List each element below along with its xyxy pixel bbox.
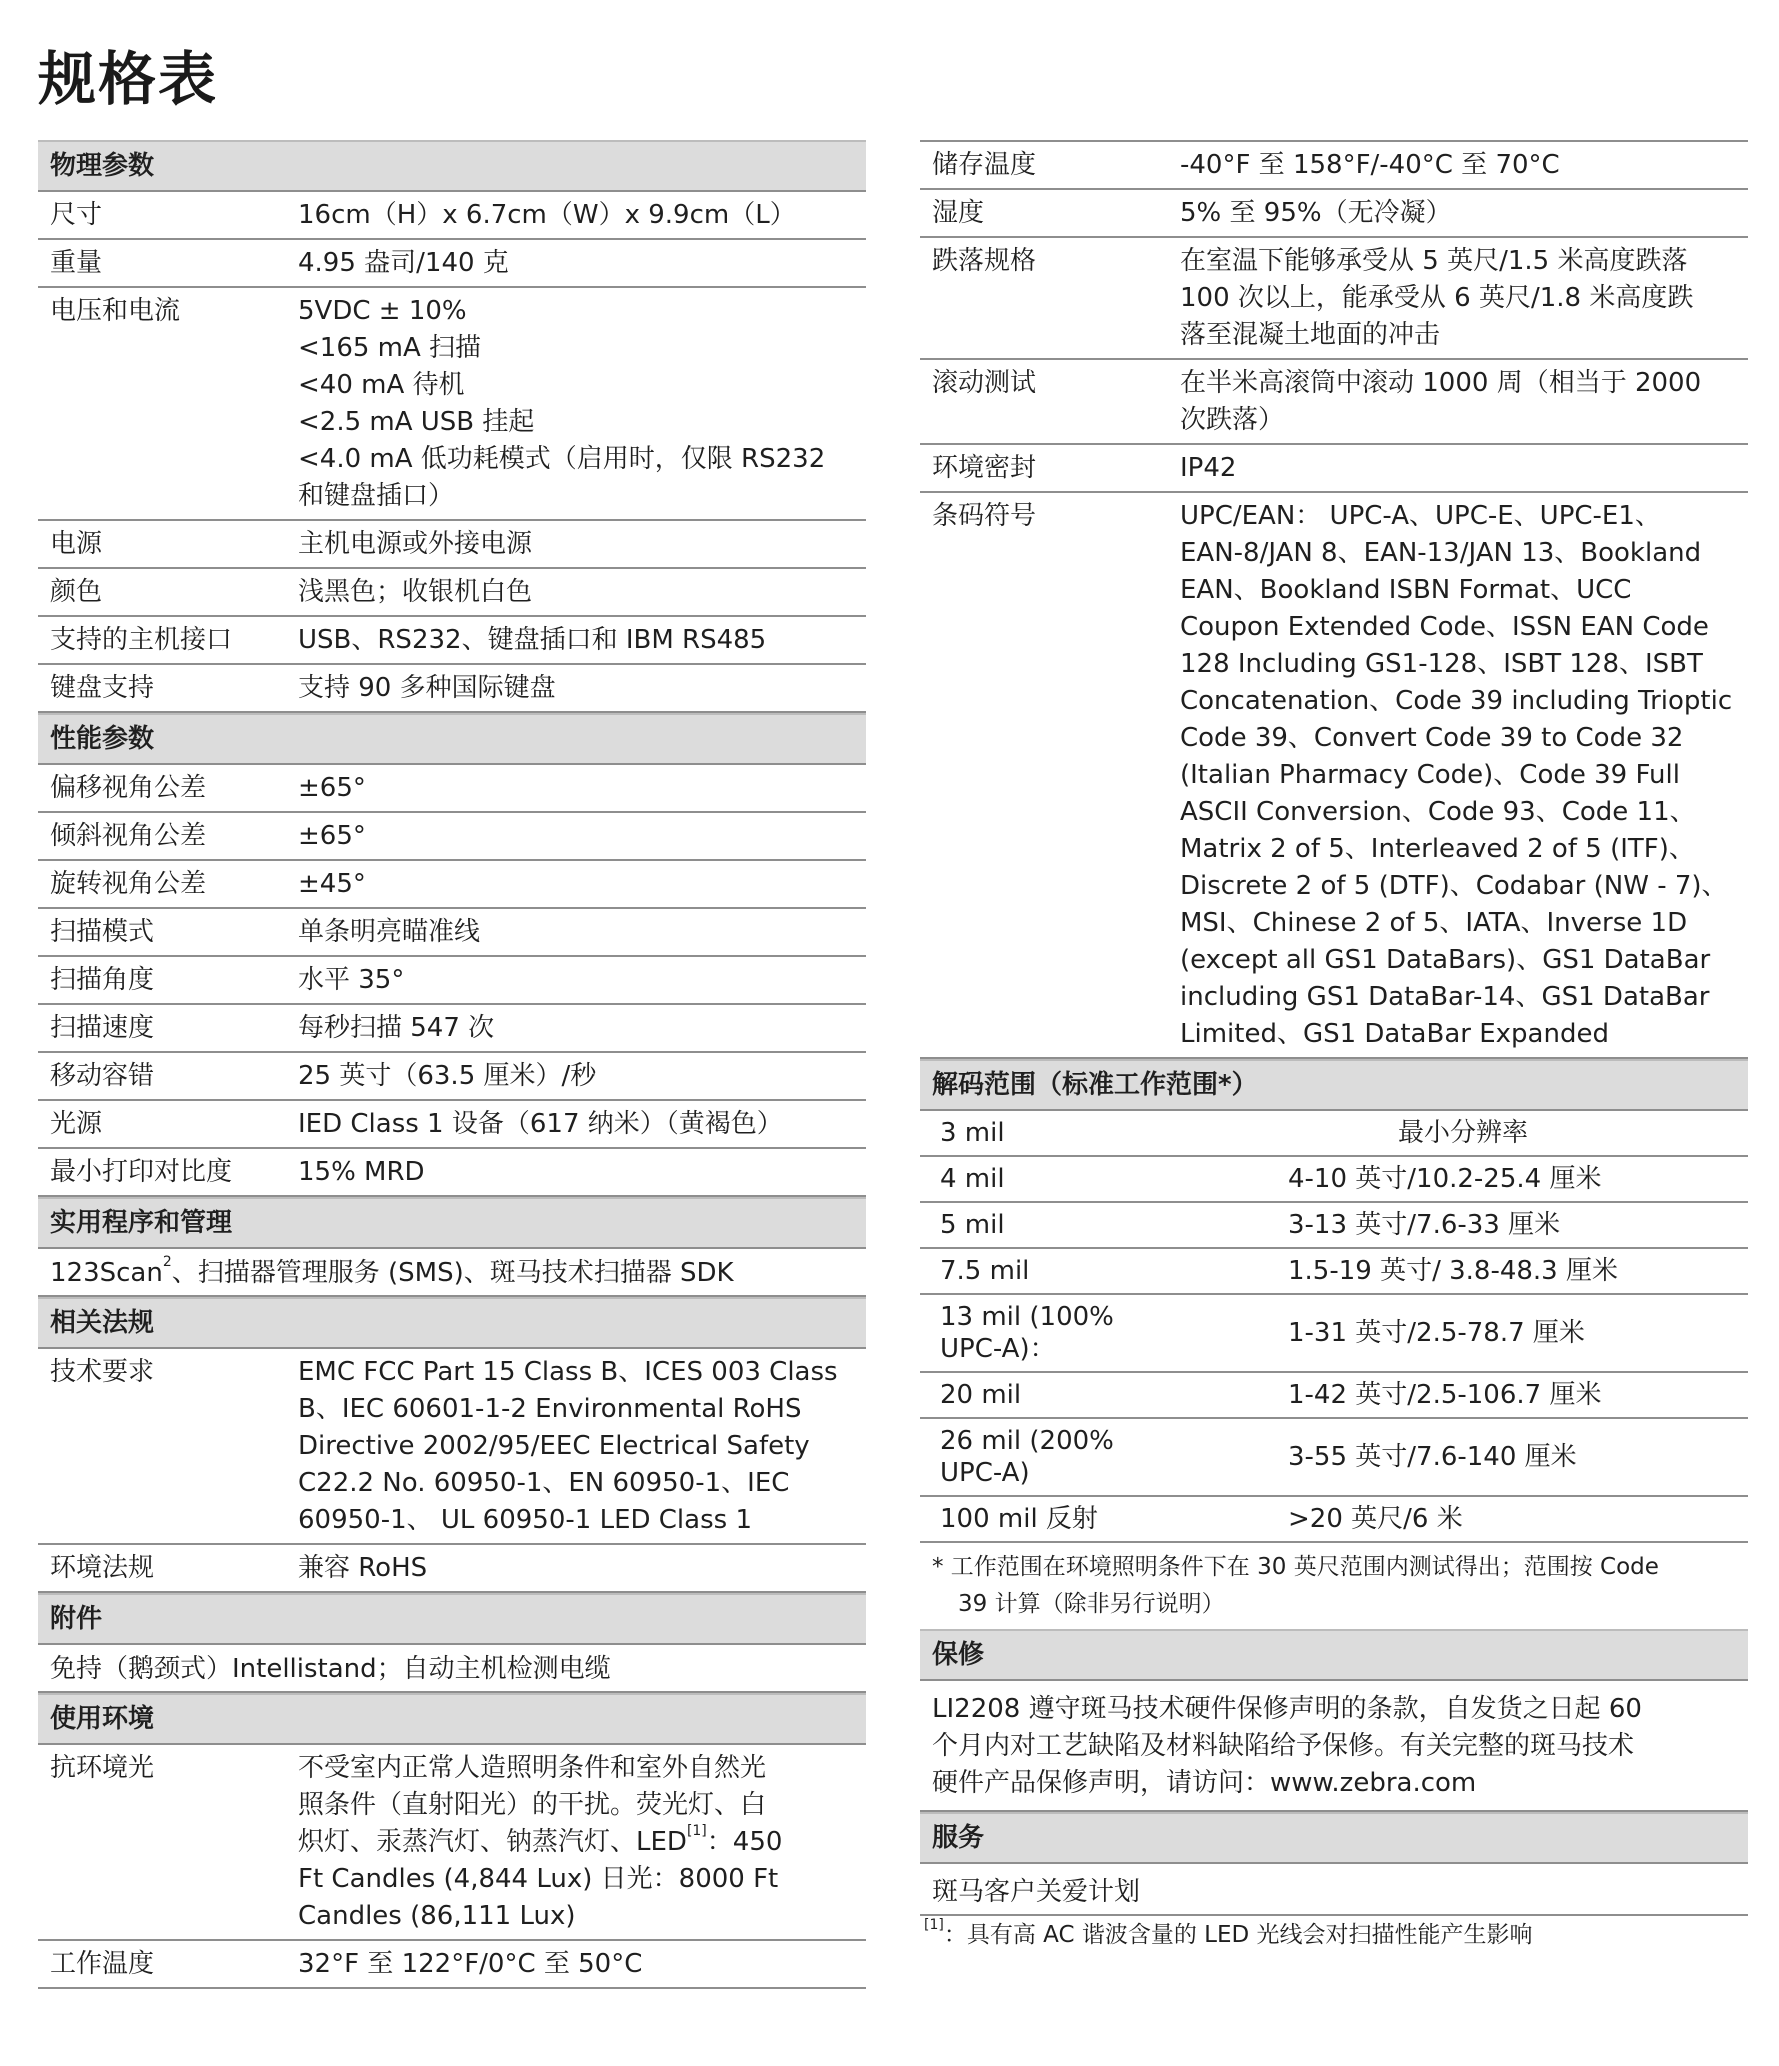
spec-row-operating-temp: [38, 1941, 866, 1989]
spec-value-line: [298, 1824, 858, 1861]
section-environment-heading: 使用环境: [38, 1693, 866, 1745]
spec-label: 移动容错: [50, 1061, 155, 1091]
accessories-text: 免持（鹅颈式）Intellistand；自动主机检测电缆: [38, 1645, 866, 1693]
spec-value-line: USB、RS232、键盘插口和 IBM RS485: [298, 625, 767, 655]
decode-row: [920, 1373, 1748, 1419]
led-footnote: [920, 1916, 1748, 1952]
spec-label: 工作温度: [50, 1949, 155, 1979]
decode-bar-width: 7.5 mil: [940, 1256, 1030, 1286]
decode-bar-width: 100 mil 反射: [940, 1504, 1098, 1534]
spec-value: [1180, 498, 1748, 1053]
section-warranty-heading: 保修: [920, 1629, 1748, 1681]
service-text: 斑马客户关爱计划: [920, 1864, 1748, 1916]
regulatory-rows: [38, 1349, 866, 1593]
spec-row: [920, 493, 1748, 1059]
spec-value: [298, 914, 866, 951]
spec-value: [298, 1354, 866, 1539]
spec-row: [38, 765, 866, 813]
spec-value-line: 每秒扫描 547 次: [298, 1013, 495, 1043]
spec-value-line: including GS1 DataBar-14、GS1 DataBar: [1180, 982, 1710, 1012]
right-spec-rows: [920, 142, 1748, 1059]
decode-row: [920, 1419, 1748, 1497]
spec-value-line: 16cm（H）x 6.7cm（W）x 9.9cm（L）: [298, 200, 796, 230]
spec-row: [38, 1545, 866, 1593]
spec-label: 技术要求: [50, 1357, 155, 1387]
decode-row: [920, 1203, 1748, 1249]
spec-value-line: 25 英寸（63.5 厘米）/秒: [298, 1061, 597, 1091]
spec-label: 环境密封: [932, 453, 1037, 483]
led-footnote-ref: [1]: [686, 1823, 707, 1839]
spec-value: [1180, 243, 1748, 354]
spec-value-line: C22.2 No. 60950-1、EN 60950-1、IEC: [298, 1468, 790, 1498]
spec-row: [920, 190, 1748, 238]
left-column: [38, 140, 866, 1989]
utilities-sup: 2: [162, 1254, 172, 1270]
spec-value: [1180, 450, 1748, 487]
spec-value-line: Code 39、Convert Code 39 to Code 32: [1180, 723, 1684, 753]
spec-row: [920, 445, 1748, 493]
spec-value-line: Candles (86,111 Lux): [298, 1901, 576, 1931]
spec-row: [38, 240, 866, 288]
spec-label: 湿度: [932, 198, 985, 228]
utilities-text-b: 、扫描器管理服务 (SMS)、斑马技术扫描器 SDK: [171, 1258, 734, 1288]
spec-row: [38, 1053, 866, 1101]
footnote-marker: [1]: [924, 1917, 944, 1933]
spec-label: 电压和电流: [50, 296, 181, 326]
spec-value-line: Discrete 2 of 5 (DTF)、Codabar (NW - 7)、: [1180, 871, 1728, 901]
spec-value: [298, 526, 866, 563]
section-utilities-heading: 实用程序和管理: [38, 1197, 866, 1249]
spec-value-line: <4.0 mA 低功耗模式（启用时，仅限 RS232: [298, 444, 826, 474]
spec-row: [38, 1005, 866, 1053]
spec-value-line: 5VDC ± 10%: [298, 296, 467, 326]
decode-range: 1-42 英寸/2.5-106.7 厘米: [1288, 1380, 1602, 1410]
spec-row: [920, 238, 1748, 360]
right-column: [920, 140, 1748, 1952]
spec-value-line: 浅黑色；收银机白色: [298, 577, 533, 607]
spec-label: 偏移视角公差: [50, 773, 207, 803]
spec-value-line: ±65°: [298, 773, 366, 803]
spec-value-line: IED Class 1 设备（617 纳米）（黄褐色）: [298, 1109, 783, 1139]
performance-rows: [38, 765, 866, 1197]
spec-value: [298, 197, 866, 234]
spec-value-line: ±65°: [298, 821, 366, 851]
spec-value: [298, 670, 866, 707]
spec-value: [298, 962, 866, 999]
spec-label: 储存温度: [932, 150, 1037, 180]
spec-row: [38, 665, 866, 713]
spec-value-line: 和键盘插口）: [298, 481, 455, 511]
led-text: 炽灯、汞蒸汽灯、钠蒸汽灯、LED: [298, 1827, 687, 1857]
physical-rows: [38, 192, 866, 713]
spec-value-line: Concatenation、Code 39 including Trioptic: [1180, 686, 1733, 716]
spec-value-line: (except all GS1 DataBars)、GS1 DataBar: [1180, 945, 1711, 975]
spec-value-line: 60950-1、 UL 60950-1 LED Class 1: [298, 1505, 752, 1535]
spec-value: [1180, 365, 1748, 439]
spec-value: [298, 293, 866, 515]
spec-value-line: EMC FCC Part 15 Class B、ICES 003 Class: [298, 1357, 838, 1387]
section-service-heading: 服务: [920, 1812, 1748, 1864]
spec-value-line: 落至混凝土地面的冲击: [1180, 320, 1441, 350]
spec-row: [38, 957, 866, 1005]
utilities-text: [38, 1249, 866, 1297]
spec-value-line: EAN-8/JAN 8、EAN-13/JAN 13、Bookland: [1180, 538, 1702, 568]
spec-value-line: Limited、GS1 DataBar Expanded: [1180, 1019, 1609, 1049]
spec-value-line: 照条件（直射阳光）的干扰。荧光灯、白: [298, 1790, 767, 1820]
section-decode-heading: 解码范围（标准工作范围*）: [920, 1059, 1748, 1111]
spec-value-line: 次跌落）: [1180, 405, 1285, 435]
decode-bar-width: 4 mil: [940, 1164, 1005, 1194]
spec-label: 支持的主机接口: [50, 625, 233, 655]
spec-label: 扫描角度: [50, 965, 155, 995]
spec-row: [38, 1149, 866, 1197]
spec-label: 电源: [50, 529, 103, 559]
utilities-text-a: 123Scan: [50, 1258, 163, 1288]
spec-value-line: <165 mA 扫描: [298, 333, 482, 363]
spec-row: [38, 521, 866, 569]
decode-row: [920, 1157, 1748, 1203]
decode-row: [920, 1295, 1748, 1373]
spec-value-line: 在半米高滚筒中滚动 1000 周（相当于 2000: [1180, 368, 1702, 398]
decode-row: [920, 1249, 1748, 1295]
spec-label: 扫描速度: [50, 1013, 155, 1043]
spec-value-line: -40°F 至 158°F/-40°C 至 70°C: [1180, 150, 1560, 180]
spec-value-line: 兼容 RoHS: [298, 1553, 428, 1583]
warranty-line: 个月内对工艺缺陷及材料缺陷给予保修。有关完整的斑马技术: [932, 1731, 1635, 1761]
spec-row: [38, 1101, 866, 1149]
spec-value-line: (Italian Pharmacy Code)、Code 39 Full: [1180, 760, 1680, 790]
spec-row: [38, 1349, 866, 1545]
spec-value-line: Coupon Extended Code、ISSN EAN Code: [1180, 612, 1709, 642]
spec-value-line: UPC/EAN： UPC-A、UPC-E、UPC-E1、: [1180, 501, 1661, 531]
spec-value: [298, 1750, 866, 1935]
spec-label: 颜色: [50, 577, 103, 607]
spec-value: [298, 1106, 866, 1143]
spec-row: [38, 861, 866, 909]
warranty-text: [920, 1681, 1748, 1812]
spec-value: [298, 866, 866, 903]
spec-row: [38, 288, 866, 521]
spec-row: [38, 617, 866, 665]
page-title: 规格表: [38, 45, 219, 113]
spec-row: [920, 142, 1748, 190]
spec-value: [298, 1550, 866, 1587]
spec-value-line: 不受室内正常人造照明条件和室外自然光: [298, 1753, 767, 1783]
spec-value-line: 100 次以上，能承受从 6 英尺/1.8 米高度跌: [1180, 283, 1694, 313]
decode-col1-header: 3 mil: [940, 1118, 1005, 1148]
decode-row: [920, 1497, 1748, 1543]
decode-range: >20 英尺/6 米: [1288, 1504, 1463, 1534]
spec-value: 32°F 至 122°F/0°C 至 50°C: [298, 1949, 643, 1979]
decode-note: [920, 1543, 1748, 1629]
spec-label: 跌落规格: [932, 246, 1037, 276]
warranty-line: LI2208 遵守斑马技术硬件保修声明的条款，自发货之日起 60: [932, 1694, 1642, 1724]
spec-value: [298, 1058, 866, 1095]
section-performance-heading: 性能参数: [38, 713, 866, 765]
spec-value-line: ASCII Conversion、Code 93、Code 11、: [1180, 797, 1696, 827]
spec-label: 键盘支持: [50, 673, 155, 703]
spec-label: 光源: [50, 1109, 103, 1139]
spec-row: [38, 569, 866, 617]
decode-note-line: 39 计算（除非另行说明）: [958, 1591, 1225, 1617]
spec-value: [298, 622, 866, 659]
decode-bar-width: 26 mil (200% UPC-A): [940, 1426, 1114, 1488]
decode-range: 4-10 英寸/10.2-25.4 厘米: [1288, 1164, 1602, 1194]
decode-range: 1-31 英寸/2.5-78.7 厘米: [1288, 1318, 1585, 1348]
spec-label: 环境法规: [50, 1553, 155, 1583]
spec-value-line: ±45°: [298, 869, 366, 899]
spec-value-line: 5% 至 95%（无冷凝）: [1180, 198, 1452, 228]
spec-value-line: Matrix 2 of 5、Interleaved 2 of 5 (ITF)、: [1180, 834, 1695, 864]
decode-range: 1.5-19 英寸/ 3.8-48.3 厘米: [1288, 1256, 1618, 1286]
spec-value-line: IP42: [1180, 453, 1237, 483]
decode-rows: [920, 1157, 1748, 1543]
footnote-text: ：具有高 AC 谐波含量的 LED 光线会对扫描性能产生影响: [943, 1922, 1533, 1948]
spec-row: [38, 813, 866, 861]
spec-row: [38, 909, 866, 957]
spec-label: 滚动测试: [932, 368, 1037, 398]
spec-label: 尺寸: [50, 200, 103, 230]
section-accessories-heading: 附件: [38, 1593, 866, 1645]
spec-value-line: 在室温下能够承受从 5 英尺/1.5 米高度跌落: [1180, 246, 1688, 276]
spec-row: [920, 360, 1748, 445]
spec-value-line: Directive 2002/95/EEC Electrical Safety: [298, 1431, 810, 1461]
spec-row-ambient-light: [38, 1745, 866, 1941]
spec-value-line: EAN、Bookland ISBN Format、UCC: [1180, 575, 1632, 605]
spec-label: 倾斜视角公差: [50, 821, 207, 851]
spec-value-line: <2.5 mA USB 挂起: [298, 407, 535, 437]
decode-bar-width: 20 mil: [940, 1380, 1022, 1410]
spec-value-line: 主机电源或外接电源: [298, 529, 533, 559]
spec-label: 扫描模式: [50, 917, 155, 947]
section-regulatory-heading: 相关法规: [38, 1297, 866, 1349]
spec-value-line: 15% MRD: [298, 1157, 425, 1187]
section-physical-heading: 物理参数: [38, 140, 866, 192]
spec-label: 条码符号: [932, 501, 1037, 531]
decode-range: 3-55 英寸/7.6-140 厘米: [1288, 1442, 1577, 1472]
spec-value-line: <40 mA 待机: [298, 370, 465, 400]
spec-value: [298, 574, 866, 611]
spec-label: 抗环境光: [50, 1753, 155, 1783]
spec-value-line: B、IEC 60601-1-2 Environmental RoHS: [298, 1394, 802, 1424]
decode-col2-header: 最小分辨率: [1398, 1118, 1529, 1148]
spec-label: 最小打印对比度: [50, 1157, 233, 1187]
led-value: ：450: [706, 1827, 783, 1857]
spec-value-line: 128 Including GS1-128、ISBT 128、ISBT: [1180, 649, 1703, 679]
spec-value-line: 4.95 盎司/140 克: [298, 248, 509, 278]
decode-bar-width: 13 mil (100% UPC-A)：: [940, 1302, 1114, 1364]
spec-value: [1180, 195, 1748, 232]
spec-value-line: MSI、Chinese 2 of 5、IATA、Inverse 1D: [1180, 908, 1688, 938]
spec-label: 重量: [50, 248, 103, 278]
spec-value-line: Ft Candles (4,844 Lux) 日光：8000 Ft: [298, 1864, 779, 1894]
spec-value: [298, 245, 866, 282]
spec-value: [298, 818, 866, 855]
decode-bar-width: 5 mil: [940, 1210, 1005, 1240]
spec-value: [298, 1010, 866, 1047]
decode-table-header: [920, 1111, 1748, 1157]
spec-value: [298, 1154, 866, 1191]
spec-value: [1180, 147, 1748, 184]
spec-value-line: 支持 90 多种国际键盘: [298, 673, 556, 703]
decode-range: 3-13 英寸/7.6-33 厘米: [1288, 1210, 1561, 1240]
warranty-line: 硬件产品保修声明，请访问：www.zebra.com: [932, 1768, 1477, 1798]
spec-label: 旋转视角公差: [50, 869, 207, 899]
spec-value-line: 单条明亮瞄准线: [298, 917, 481, 947]
spec-row: [38, 192, 866, 240]
spec-value: [298, 770, 866, 807]
decode-note-line: * 工作范围在环境照明条件下在 30 英尺范围内测试得出；范围按 Code: [932, 1554, 1659, 1580]
spec-value-line: 水平 35°: [298, 965, 405, 995]
